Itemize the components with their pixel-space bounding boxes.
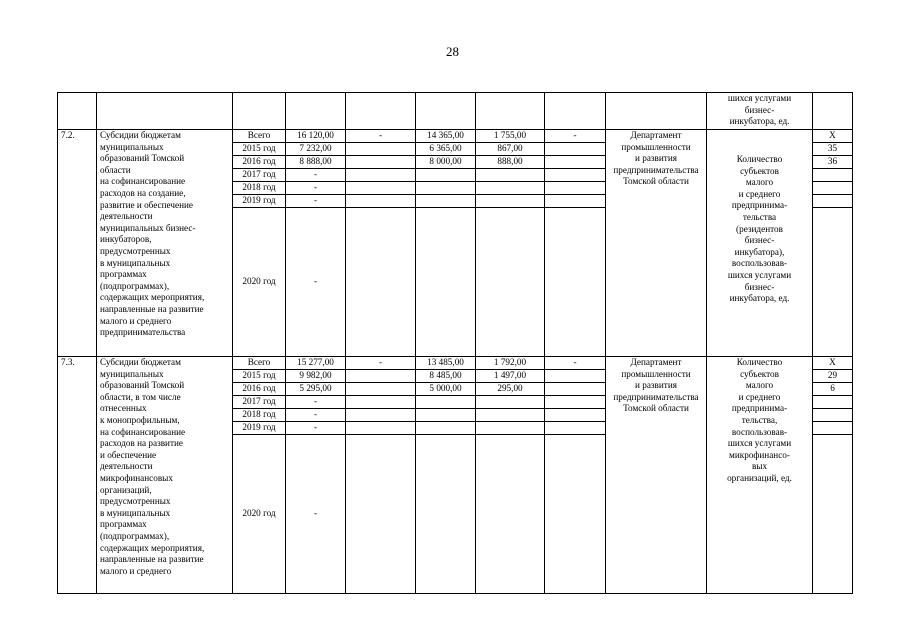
indicator-line: воспользовав- [731,258,788,269]
title-line: программах [100,269,147,280]
indicator-line: малого [745,177,774,188]
indicator-value [813,422,853,435]
indicator-line: инкубатора, ед. [729,293,790,304]
executor-line: промышленности [621,141,691,152]
cell-total [286,93,346,130]
total-amount: 16 120,00 [286,130,346,143]
indicator-line: и среднего [738,188,781,199]
total-amount: - [286,435,346,594]
year-label: Всего [233,130,286,143]
title-line: образований Томской [100,380,185,391]
regional-amount [416,169,476,182]
title-line: Субсидии бюджетам [100,357,181,367]
year-label: 2017 год [233,169,286,182]
indicator-line: предпринима- [731,200,788,211]
indicator-line: (резидентов [736,223,783,234]
title-line: развитие и обеспечение [100,199,193,210]
program-activities-table [57,92,853,594]
year-label: 2016 год [233,383,286,396]
regional-amount [416,396,476,409]
title-line: на софинансирование [100,176,186,187]
title-line: предусмотренных [100,245,171,256]
indicator-line: тельства [742,211,777,222]
extra-amount [545,383,606,396]
title-line: (подпрограммах), [100,280,170,291]
year-label: 2020 год [233,208,286,357]
extra-amount [545,169,606,182]
executor [606,130,707,357]
indicator-line: Количество [736,154,783,164]
local-amount [476,409,545,422]
indicator-line: бизнес- [744,104,775,115]
indicator-line: инкубатора, ед. [729,116,790,127]
year-label: 2019 год [233,422,286,435]
total-amount: 8 888,00 [286,156,346,169]
title-line: предпринимательства [100,327,186,338]
title-line: микрофинансовых [100,472,173,483]
indicator-line: шихся услугами [727,269,792,280]
regional-amount [416,422,476,435]
indicator-value [813,435,853,594]
title-line: области, в том числе [100,391,181,402]
year-label: 2020 год [233,435,286,594]
title-line: в муниципальных [100,257,171,268]
extra-amount [545,195,606,208]
continuation-row [58,93,853,130]
year-label: 2015 год [233,370,286,383]
cell-indicator [707,93,813,130]
total-amount: - [286,208,346,357]
activity-number: 7.3. [58,357,97,594]
federal-amount [346,195,416,208]
regional-amount [416,409,476,422]
title-line: к монопрофильным, [100,414,180,425]
executor-line: и развития [635,380,677,391]
indicator-line: организаций, ед. [727,472,792,483]
title-line: направленные на развитие [100,303,204,314]
title-line: малого и среднего [100,315,172,326]
federal-amount [346,435,416,594]
year-label: 2018 год [233,182,286,195]
cell-regional [416,93,476,130]
executor-line: предпринимательства [613,391,699,402]
executor-line: и развития [635,153,677,164]
federal-amount: - [346,357,416,370]
local-amount [476,422,545,435]
federal-amount [346,143,416,156]
year-label: 2018 год [233,409,286,422]
title-line: и обеспечение [100,449,157,460]
year-row [58,130,853,143]
federal-amount: - [346,130,416,143]
title-line: Субсидии бюджетам [100,130,181,140]
title-line: организаций, [100,484,152,495]
indicator-value [813,182,853,195]
indicator-line: бизнес- [744,235,775,246]
regional-amount [416,195,476,208]
indicator-line: бизнес- [744,281,775,292]
indicator-value: Х [813,357,853,370]
title-line: деятельности [100,211,153,222]
federal-amount [346,409,416,422]
total-amount: - [286,409,346,422]
title-line: отнесенных [100,403,147,414]
total-amount: - [286,169,346,182]
indicator-value: 35 [813,143,853,156]
local-amount [476,208,545,357]
total-amount: 7 232,00 [286,143,346,156]
year-label: 2016 год [233,156,286,169]
cell-year [233,93,286,130]
total-amount: 9 982,00 [286,370,346,383]
extra-amount: - [545,357,606,370]
total-amount: 5 295,00 [286,383,346,396]
title-line: образований Томской [100,153,185,164]
indicator-line: Количество [736,357,783,367]
title-line: предусмотренных [100,496,171,507]
local-amount [476,182,545,195]
indicator-value: Х [813,130,853,143]
cell-extra [545,93,606,130]
extra-amount [545,409,606,422]
extra-amount [545,156,606,169]
cell-local [476,93,545,130]
extra-amount: - [545,130,606,143]
title-line: муниципальных [100,368,164,379]
executor [606,357,707,594]
title-line: деятельности [100,461,153,472]
year-label: 2015 год [233,143,286,156]
title-line: расходов на развитие [100,438,183,449]
federal-amount [346,156,416,169]
extra-amount [545,422,606,435]
indicator-value [813,195,853,208]
local-amount [476,195,545,208]
indicator-value [813,208,853,357]
local-amount: 1 792,00 [476,357,545,370]
activity-title [97,357,233,594]
regional-amount: 5 000,00 [416,383,476,396]
indicator-value [813,169,853,182]
indicator-line: инкубатора), [734,246,785,257]
total-amount: - [286,182,346,195]
extra-amount [545,143,606,156]
indicator-line: воспользовав- [731,426,788,437]
regional-amount: 14 365,00 [416,130,476,143]
indicator-value [813,396,853,409]
title-line: в муниципальных [100,507,171,518]
title-line: (подпрограммах), [100,530,170,541]
indicator-value [813,409,853,422]
table-body [58,93,853,594]
cell-federal [346,93,416,130]
activity-number: 7.2. [58,130,97,357]
title-line: муниципальных [100,141,164,152]
title-line: расходов на создание, [100,187,186,198]
indicator-line: микрофинансо- [729,449,790,460]
indicator-line: и среднего [738,391,781,402]
indicator [707,130,813,357]
executor-line: Томской области [623,403,689,414]
extra-amount [545,182,606,195]
title-line: направленные на развитие [100,554,204,565]
executor-line: Департамент [630,357,682,367]
executor-line: Департамент [630,130,682,140]
indicator-value: 6 [813,383,853,396]
year-row [58,357,853,370]
regional-amount: 6 365,00 [416,143,476,156]
activity-title [97,130,233,357]
title-line: программах [100,519,147,530]
federal-amount [346,383,416,396]
local-amount: 1 497,00 [476,370,545,383]
local-amount [476,435,545,594]
indicator-line: шихся услугами [727,438,792,449]
total-amount: - [286,195,346,208]
title-line: области [100,164,131,175]
cell-title [97,93,233,130]
local-amount: 888,00 [476,156,545,169]
indicator [707,357,813,594]
indicator-line: предпринима- [731,403,788,414]
indicator-line: малого [745,380,774,391]
year-label: 2019 год [233,195,286,208]
year-label: 2017 год [233,396,286,409]
federal-amount [346,422,416,435]
extra-amount [545,370,606,383]
local-amount: 867,00 [476,143,545,156]
local-amount: 1 755,00 [476,130,545,143]
title-line: муниципальных бизнес- [100,222,196,233]
total-amount: - [286,422,346,435]
indicator-line: шихся услугами [727,93,792,103]
executor-line: промышленности [621,368,691,379]
regional-amount [416,435,476,594]
year-label: Всего [233,357,286,370]
extra-amount [545,208,606,357]
federal-amount [346,370,416,383]
extra-amount [545,435,606,594]
total-amount: 15 277,00 [286,357,346,370]
indicator-value: 29 [813,370,853,383]
total-amount: - [286,396,346,409]
regional-amount [416,208,476,357]
indicator-line: субъектов [740,368,779,379]
indicator-line: вых [751,461,768,472]
regional-amount: 13 485,00 [416,357,476,370]
local-amount [476,169,545,182]
federal-amount [346,169,416,182]
cell-executor [606,93,707,130]
title-line: на софинансирование [100,426,186,437]
regional-amount: 8 485,00 [416,370,476,383]
regional-amount [416,182,476,195]
federal-amount [346,208,416,357]
federal-amount [346,182,416,195]
cell-num [58,93,97,130]
page-number: 28 [446,44,459,59]
title-line: содержащих мероприятия, [100,292,205,303]
indicator-value: 36 [813,156,853,169]
cell-value [813,93,853,130]
federal-amount [346,396,416,409]
title-line: малого и среднего [100,565,172,576]
indicator-line: тельства, [741,414,778,425]
extra-amount [545,396,606,409]
local-amount [476,396,545,409]
executor-line: предпринимательства [613,164,699,175]
executor-line: Томской области [623,176,689,187]
indicator-line: субъектов [740,165,779,176]
local-amount: 295,00 [476,383,545,396]
regional-amount: 8 000,00 [416,156,476,169]
title-line: содержащих мероприятия, [100,542,205,553]
title-line: инкубаторов, [100,234,152,245]
